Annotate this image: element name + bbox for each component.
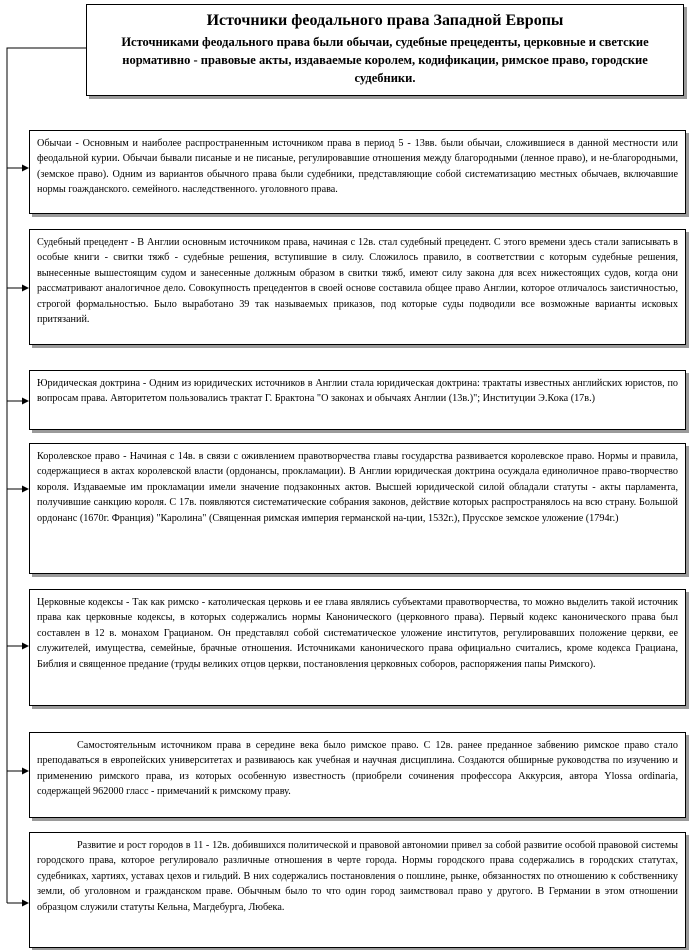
source-card-roman-law bbox=[29, 732, 686, 818]
diagram-title: Источники феодального права Западной Европы bbox=[206, 12, 564, 29]
source-text: Судебный прецедент - В Англии основным источником права, начиная с 12в. стал судебный прецедент. С этого времени здесь стали записывать в особые книги - свитки тяжб - судебные решения, вступившие в силу. Сложилось правило, в соответствии с которым судебные решения, вынесенные вышестоящим судом и занесенные должным образом в свитки тяжб, имеют силу закона для всех нижестоящих судов, когда они рассматривают аналогичное дело. Совокупность прецедентов в своей основе составила общее право Англии, которое отличалось заистичностью, строгой формальностью. Было выработано 39 так называемых приказов, под которые суды подводили все возможные варианты исковых притязаний. bbox=[37, 237, 678, 326]
source-card-legal-doctrine bbox=[29, 370, 686, 430]
source-card-church-codes bbox=[29, 589, 686, 706]
source-text: Церковные кодексы - Так как римско - католическая церковь и ее глава являлись субъектами правотворчества, то можно выделить такой источник права как церковные кодексы, в которых содержались нормы Канонического (церковного права). Первый кодекс канонического права был составлен в 12 в. монахом Грацианом. Он представлял собой систематическое уложение институтов, регулировавших положение церкви, ее служителей, имущества, семейные, брачные отношения. Источниками канонического права официально считались, кроме кодекса Грациана, Библия и священное предание (труды великих отцов церкви, постановления церковных соборов, распоряжения папы Римского). bbox=[37, 597, 678, 670]
diagram-subtitle: Источниками феодального права были обычаи, судебные прецеденты, церковные и светские нормативно - правовые акты, издаваемые королем, кодификации, римское право, городские судебники. bbox=[121, 35, 649, 85]
source-text: Юридическая доктрина - Одним из юридических источников в Англии стала юридическая доктрина: трактаты известных английских юристов, по вопросам права. Авторитетом пользовались трактат Г. Брактона "О законах и обычаях Англии (13в.)"; Институции Э.Кока (17в.) bbox=[37, 378, 678, 405]
source-text: Развитие и рост городов в 11 - 12в. добившихся политической и правовой автономии привел за собой развитие особой правовой системы городского права, которое регулировало различные отношения в черте города. Нормы городского права содержались в городских статутах, судебниках, хартиях, уставах цехов и гильдий. В них содержались постановления о пошлине, рынке, обязанностях по отношению к собственнику земли, об уголовном и гражданском праве. Обычным было то что один город заимствовал право у другого. В Германии в этом отношении образцом служили статуты Кельна, Магдебурга, Любека. bbox=[37, 840, 678, 913]
source-card-judicial-precedent bbox=[29, 229, 686, 345]
title-box bbox=[86, 4, 684, 96]
source-text: Королевское право - Начиная с 14в. в связи с оживлением правотворчества главы государства развивается королевское право. Нормы и правила, содержащиеся в актах королевской власти (ордонансы, прокламации). В Англии юридическая доктрина осуждала единоличное право-творчество короля. Издаваемые им прокламации имели значение подзаконных актов. Высшей юридической силой обладали статуты - акты парламента, получившие санкцию короля. С 17в. появляются систематические собрания законов, действие которых распространялось на всю страну. Большой ордонанс (1670г. Франция) "Каролина" (Священная римская империя германской на-ции, 1532г.), Прусское земское уложение (1794г.) bbox=[37, 451, 678, 524]
source-card-city-law bbox=[29, 832, 686, 948]
source-text: Самостоятельным источником права в середине века было римское право. С 12в. ранее преданное забвению римское право стало преподаваться в европейских университетах и развиваюсь как учебная и научная дисциплина. Создаются обширные руководства по изучению и применению римского права, из которых особенную известность (приобрели сочинения профессора Аккурсия, автора Ylossa ordinaria, содержащей 962000 гласс - примечаний к римскому праву. bbox=[37, 740, 678, 798]
source-card-royal-law bbox=[29, 443, 686, 574]
source-card-customs bbox=[29, 130, 686, 214]
source-text: Обычаи - Основным и наиболее распространенным источником права в период 5 - 13вв. были обычаи, сложившиеся в данной местности или феодальной курии. Обычаи бывали писаные и не писаные, регулировавшие отношения между благородными (ленное право), и не-благородными, (земское право). Одним из вариантов обычного права были судебники, представляющие собой систематизацию местных обычаев, включавшие нормы гоажданского. семейного. наследственного. уголовного права. bbox=[37, 138, 678, 196]
